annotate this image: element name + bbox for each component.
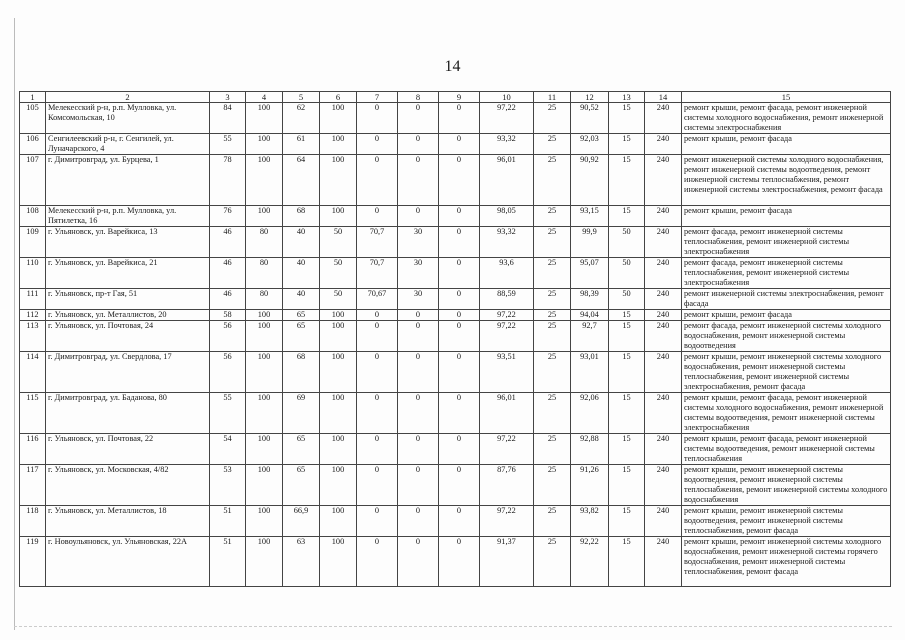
value-cell: 15 xyxy=(609,206,645,227)
value-cell: 100 xyxy=(320,352,357,393)
table-row xyxy=(20,321,891,352)
column-header: 5 xyxy=(283,92,320,103)
value-cell: 97,22 xyxy=(480,103,534,134)
value-cell: 25 xyxy=(534,310,571,321)
value-cell: 99,9 xyxy=(571,227,609,258)
value-cell: 98,05 xyxy=(480,206,534,227)
table-row xyxy=(20,206,891,227)
value-cell: 25 xyxy=(534,321,571,352)
value-cell: 97,22 xyxy=(480,310,534,321)
value-cell: 100 xyxy=(320,321,357,352)
value-cell: 51 xyxy=(210,506,246,537)
value-cell: 0 xyxy=(398,393,439,434)
value-cell: 97,22 xyxy=(480,506,534,537)
value-cell: 100 xyxy=(320,393,357,434)
works-cell: ремонт крыши, ремонт фасада xyxy=(682,206,891,227)
value-cell: 78 xyxy=(210,155,246,206)
value-cell: 0 xyxy=(439,227,480,258)
value-cell: 0 xyxy=(357,434,398,465)
works-cell: ремонт фасада, ремонт инженерной системы холодного водоснабжения, ремонт инженерной системы водоотведения xyxy=(682,321,891,352)
value-cell: 15 xyxy=(609,103,645,134)
column-header: 10 xyxy=(480,92,534,103)
row-number: 107 xyxy=(20,155,46,206)
repair-program-table xyxy=(19,91,891,587)
header-row xyxy=(20,92,891,103)
value-cell: 100 xyxy=(246,206,283,227)
value-cell: 69 xyxy=(283,393,320,434)
value-cell: 0 xyxy=(398,155,439,206)
value-cell: 100 xyxy=(320,206,357,227)
works-cell: ремонт крыши, ремонт фасада xyxy=(682,134,891,155)
value-cell: 15 xyxy=(609,155,645,206)
value-cell: 15 xyxy=(609,321,645,352)
value-cell: 53 xyxy=(210,465,246,506)
value-cell: 100 xyxy=(320,506,357,537)
value-cell: 0 xyxy=(357,465,398,506)
column-header: 15 xyxy=(682,92,891,103)
value-cell: 84 xyxy=(210,103,246,134)
value-cell: 50 xyxy=(609,227,645,258)
works-cell: ремонт фасада, ремонт инженерной системы теплоснабжения, ремонт инженерной системы электроснабжения xyxy=(682,227,891,258)
value-cell: 61 xyxy=(283,134,320,155)
value-cell: 97,22 xyxy=(480,434,534,465)
column-header: 4 xyxy=(246,92,283,103)
works-cell: ремонт крыши, ремонт фасада, ремонт инженерной системы водоотведения, ремонт инженерной системы теплоснабжения xyxy=(682,434,891,465)
value-cell: 25 xyxy=(534,465,571,506)
value-cell: 100 xyxy=(320,155,357,206)
page-number: 14 xyxy=(444,58,461,75)
value-cell: 15 xyxy=(609,537,645,587)
value-cell: 0 xyxy=(357,352,398,393)
value-cell: 97,22 xyxy=(480,321,534,352)
value-cell: 40 xyxy=(283,289,320,310)
column-header: 12 xyxy=(571,92,609,103)
table-row xyxy=(20,134,891,155)
value-cell: 0 xyxy=(357,103,398,134)
value-cell: 0 xyxy=(439,352,480,393)
value-cell: 0 xyxy=(439,289,480,310)
works-cell: ремонт крыши, ремонт инженерной системы холодного водоснабжения, ремонт инженерной системы теплоснабжения, ремонт инженерной системы электроснабжения, ремонт фасада xyxy=(682,352,891,393)
value-cell: 240 xyxy=(645,352,682,393)
row-number: 119 xyxy=(20,537,46,587)
value-cell: 56 xyxy=(210,321,246,352)
value-cell: 25 xyxy=(534,393,571,434)
value-cell: 25 xyxy=(534,134,571,155)
value-cell: 80 xyxy=(246,227,283,258)
value-cell: 30 xyxy=(398,258,439,289)
value-cell: 15 xyxy=(609,506,645,537)
table-row xyxy=(20,310,891,321)
value-cell: 0 xyxy=(439,537,480,587)
table-row xyxy=(20,289,891,310)
value-cell: 0 xyxy=(398,103,439,134)
value-cell: 15 xyxy=(609,465,645,506)
value-cell: 0 xyxy=(398,352,439,393)
value-cell: 100 xyxy=(320,465,357,506)
value-cell: 50 xyxy=(609,258,645,289)
row-number: 116 xyxy=(20,434,46,465)
value-cell: 50 xyxy=(320,258,357,289)
table-row xyxy=(20,103,891,134)
value-cell: 30 xyxy=(398,289,439,310)
value-cell: 94,04 xyxy=(571,310,609,321)
value-cell: 0 xyxy=(439,134,480,155)
value-cell: 50 xyxy=(320,289,357,310)
value-cell: 65 xyxy=(283,434,320,465)
value-cell: 65 xyxy=(283,310,320,321)
table-row xyxy=(20,434,891,465)
value-cell: 0 xyxy=(439,434,480,465)
value-cell: 15 xyxy=(609,134,645,155)
value-cell: 46 xyxy=(210,227,246,258)
bottom-edge xyxy=(14,626,892,627)
value-cell: 100 xyxy=(246,352,283,393)
row-number: 114 xyxy=(20,352,46,393)
value-cell: 98,39 xyxy=(571,289,609,310)
value-cell: 80 xyxy=(246,289,283,310)
value-cell: 0 xyxy=(357,134,398,155)
value-cell: 92,03 xyxy=(571,134,609,155)
value-cell: 66,9 xyxy=(283,506,320,537)
row-number: 110 xyxy=(20,258,46,289)
works-cell: ремонт крыши, ремонт инженерной системы водоотведения, ремонт инженерной системы теплоснабжения, ремонт инженерной системы холодного водоснабжения xyxy=(682,465,891,506)
value-cell: 96,01 xyxy=(480,155,534,206)
column-header: 1 xyxy=(20,92,46,103)
value-cell: 50 xyxy=(609,289,645,310)
row-number: 112 xyxy=(20,310,46,321)
value-cell: 240 xyxy=(645,155,682,206)
value-cell: 100 xyxy=(246,321,283,352)
column-header: 11 xyxy=(534,92,571,103)
value-cell: 51 xyxy=(210,537,246,587)
address-cell: г. Димитровград, ул. Свердлова, 17 xyxy=(46,352,210,393)
value-cell: 92,7 xyxy=(571,321,609,352)
value-cell: 93,6 xyxy=(480,258,534,289)
value-cell: 0 xyxy=(439,206,480,227)
row-number: 117 xyxy=(20,465,46,506)
value-cell: 240 xyxy=(645,258,682,289)
value-cell: 76 xyxy=(210,206,246,227)
table-row xyxy=(20,352,891,393)
table-row xyxy=(20,258,891,289)
value-cell: 0 xyxy=(398,134,439,155)
value-cell: 0 xyxy=(357,310,398,321)
value-cell: 0 xyxy=(439,393,480,434)
value-cell: 64 xyxy=(283,155,320,206)
row-number: 115 xyxy=(20,393,46,434)
value-cell: 90,92 xyxy=(571,155,609,206)
value-cell: 0 xyxy=(398,537,439,587)
works-cell: ремонт крыши, ремонт инженерной системы холодного водоснабжения, ремонт инженерной системы горячего водоснабжения, ремонт инженерной системы теплоснабжения, ремонт фасада xyxy=(682,537,891,587)
value-cell: 240 xyxy=(645,506,682,537)
value-cell: 25 xyxy=(534,103,571,134)
value-cell: 240 xyxy=(645,227,682,258)
value-cell: 90,52 xyxy=(571,103,609,134)
address-cell: г. Ульяновск, ул. Почтовая, 22 xyxy=(46,434,210,465)
value-cell: 55 xyxy=(210,134,246,155)
address-cell: г. Ульяновск, пр-т Гая, 51 xyxy=(46,289,210,310)
row-number: 113 xyxy=(20,321,46,352)
address-cell: г. Ульяновск, ул. Почтовая, 24 xyxy=(46,321,210,352)
value-cell: 240 xyxy=(645,206,682,227)
address-cell: Мелекесский р-н, р.п. Мулловка, ул. Комсомольская, 10 xyxy=(46,103,210,134)
value-cell: 25 xyxy=(534,289,571,310)
value-cell: 240 xyxy=(645,393,682,434)
value-cell: 0 xyxy=(398,434,439,465)
value-cell: 87,76 xyxy=(480,465,534,506)
value-cell: 0 xyxy=(439,465,480,506)
address-cell: г. Ульяновск, ул. Московская, 4/82 xyxy=(46,465,210,506)
value-cell: 0 xyxy=(439,103,480,134)
value-cell: 25 xyxy=(534,155,571,206)
value-cell: 0 xyxy=(357,393,398,434)
works-cell: ремонт крыши, ремонт фасада, ремонт инженерной системы холодного водоснабжения, ремонт инженерной системы водоотведения, ремонт инженерной системы электроснабжения xyxy=(682,393,891,434)
value-cell: 65 xyxy=(283,465,320,506)
column-header: 14 xyxy=(645,92,682,103)
value-cell: 68 xyxy=(283,352,320,393)
table-body xyxy=(20,103,891,587)
value-cell: 25 xyxy=(534,434,571,465)
value-cell: 100 xyxy=(320,310,357,321)
value-cell: 0 xyxy=(439,506,480,537)
works-cell: ремонт крыши, ремонт фасада, ремонт инженерной системы холодного водоснабжения, ремонт инженерной системы электроснабжения xyxy=(682,103,891,134)
value-cell: 0 xyxy=(439,310,480,321)
value-cell: 100 xyxy=(320,434,357,465)
address-cell: Сенгилеевский р-н, г. Сенгилей, ул. Луначарского, 4 xyxy=(46,134,210,155)
value-cell: 93,32 xyxy=(480,227,534,258)
value-cell: 30 xyxy=(398,227,439,258)
value-cell: 0 xyxy=(357,206,398,227)
value-cell: 0 xyxy=(439,321,480,352)
address-cell: г. Ульяновск, ул. Металлистов, 20 xyxy=(46,310,210,321)
row-number: 111 xyxy=(20,289,46,310)
value-cell: 100 xyxy=(320,134,357,155)
value-cell: 63 xyxy=(283,537,320,587)
value-cell: 93,01 xyxy=(571,352,609,393)
value-cell: 100 xyxy=(246,393,283,434)
value-cell: 0 xyxy=(398,310,439,321)
value-cell: 93,32 xyxy=(480,134,534,155)
value-cell: 0 xyxy=(357,537,398,587)
value-cell: 240 xyxy=(645,321,682,352)
value-cell: 0 xyxy=(357,321,398,352)
value-cell: 100 xyxy=(246,310,283,321)
address-cell: г. Новоульяновск, ул. Ульяновская, 22А xyxy=(46,537,210,587)
value-cell: 15 xyxy=(609,352,645,393)
value-cell: 25 xyxy=(534,352,571,393)
value-cell: 100 xyxy=(246,434,283,465)
table-row xyxy=(20,465,891,506)
works-cell: ремонт крыши, ремонт фасада xyxy=(682,310,891,321)
address-cell: г. Ульяновск, ул. Варейкиса, 21 xyxy=(46,258,210,289)
column-header: 7 xyxy=(357,92,398,103)
value-cell: 240 xyxy=(645,434,682,465)
value-cell: 93,82 xyxy=(571,506,609,537)
value-cell: 240 xyxy=(645,537,682,587)
row-number: 109 xyxy=(20,227,46,258)
value-cell: 15 xyxy=(609,310,645,321)
table-row xyxy=(20,537,891,587)
value-cell: 100 xyxy=(320,103,357,134)
value-cell: 240 xyxy=(645,289,682,310)
column-header: 6 xyxy=(320,92,357,103)
value-cell: 92,88 xyxy=(571,434,609,465)
value-cell: 0 xyxy=(398,465,439,506)
address-cell: г. Димитровград, ул. Бурцева, 1 xyxy=(46,155,210,206)
address-cell: г. Димитровград, ул. Баданова, 80 xyxy=(46,393,210,434)
value-cell: 240 xyxy=(645,134,682,155)
value-cell: 91,37 xyxy=(480,537,534,587)
row-number: 105 xyxy=(20,103,46,134)
value-cell: 240 xyxy=(645,465,682,506)
column-header: 2 xyxy=(46,92,210,103)
column-header: 3 xyxy=(210,92,246,103)
value-cell: 25 xyxy=(534,258,571,289)
value-cell: 54 xyxy=(210,434,246,465)
value-cell: 40 xyxy=(283,258,320,289)
row-number: 106 xyxy=(20,134,46,155)
table-row xyxy=(20,155,891,206)
address-cell: г. Ульяновск, ул. Металлистов, 18 xyxy=(46,506,210,537)
value-cell: 240 xyxy=(645,103,682,134)
works-cell: ремонт крыши, ремонт инженерной системы водоотведения, ремонт инженерной системы теплоснабжения, ремонт фасада xyxy=(682,506,891,537)
value-cell: 80 xyxy=(246,258,283,289)
value-cell: 56 xyxy=(210,352,246,393)
value-cell: 91,26 xyxy=(571,465,609,506)
value-cell: 50 xyxy=(320,227,357,258)
value-cell: 100 xyxy=(246,155,283,206)
value-cell: 93,51 xyxy=(480,352,534,393)
table-row xyxy=(20,393,891,434)
value-cell: 0 xyxy=(398,506,439,537)
works-cell: ремонт инженерной системы холодного водоснабжения, ремонт инженерной системы водоотведения, ремонт инженерной системы теплоснабжения, ремонт инженерной системы электроснабжения, ремонт фасада xyxy=(682,155,891,206)
value-cell: 55 xyxy=(210,393,246,434)
value-cell: 25 xyxy=(534,227,571,258)
value-cell: 65 xyxy=(283,321,320,352)
value-cell: 40 xyxy=(283,227,320,258)
row-number: 108 xyxy=(20,206,46,227)
column-header: 8 xyxy=(398,92,439,103)
table-row xyxy=(20,506,891,537)
value-cell: 100 xyxy=(246,465,283,506)
value-cell: 88,59 xyxy=(480,289,534,310)
value-cell: 100 xyxy=(320,537,357,587)
value-cell: 70,7 xyxy=(357,258,398,289)
value-cell: 100 xyxy=(246,103,283,134)
value-cell: 68 xyxy=(283,206,320,227)
value-cell: 0 xyxy=(439,258,480,289)
value-cell: 70,67 xyxy=(357,289,398,310)
row-number: 118 xyxy=(20,506,46,537)
column-header: 13 xyxy=(609,92,645,103)
value-cell: 25 xyxy=(534,506,571,537)
table-row xyxy=(20,227,891,258)
value-cell: 100 xyxy=(246,134,283,155)
value-cell: 96,01 xyxy=(480,393,534,434)
value-cell: 92,22 xyxy=(571,537,609,587)
value-cell: 15 xyxy=(609,393,645,434)
value-cell: 0 xyxy=(398,321,439,352)
works-cell: ремонт инженерной системы электроснабжения, ремонт фасада xyxy=(682,289,891,310)
value-cell: 0 xyxy=(357,155,398,206)
value-cell: 46 xyxy=(210,258,246,289)
value-cell: 0 xyxy=(357,506,398,537)
value-cell: 0 xyxy=(439,155,480,206)
value-cell: 15 xyxy=(609,434,645,465)
value-cell: 25 xyxy=(534,537,571,587)
value-cell: 46 xyxy=(210,289,246,310)
address-cell: Мелекесский р-н, р.п. Мулловка, ул. Пятилетка, 16 xyxy=(46,206,210,227)
works-cell: ремонт фасада, ремонт инженерной системы теплоснабжения, ремонт инженерной системы электроснабжения xyxy=(682,258,891,289)
value-cell: 62 xyxy=(283,103,320,134)
value-cell: 58 xyxy=(210,310,246,321)
value-cell: 93,15 xyxy=(571,206,609,227)
value-cell: 95,07 xyxy=(571,258,609,289)
value-cell: 100 xyxy=(246,506,283,537)
value-cell: 240 xyxy=(645,310,682,321)
value-cell: 100 xyxy=(246,537,283,587)
value-cell: 70,7 xyxy=(357,227,398,258)
value-cell: 25 xyxy=(534,206,571,227)
value-cell: 0 xyxy=(398,206,439,227)
value-cell: 92,06 xyxy=(571,393,609,434)
address-cell: г. Ульяновск, ул. Варейкиса, 13 xyxy=(46,227,210,258)
column-header: 9 xyxy=(439,92,480,103)
